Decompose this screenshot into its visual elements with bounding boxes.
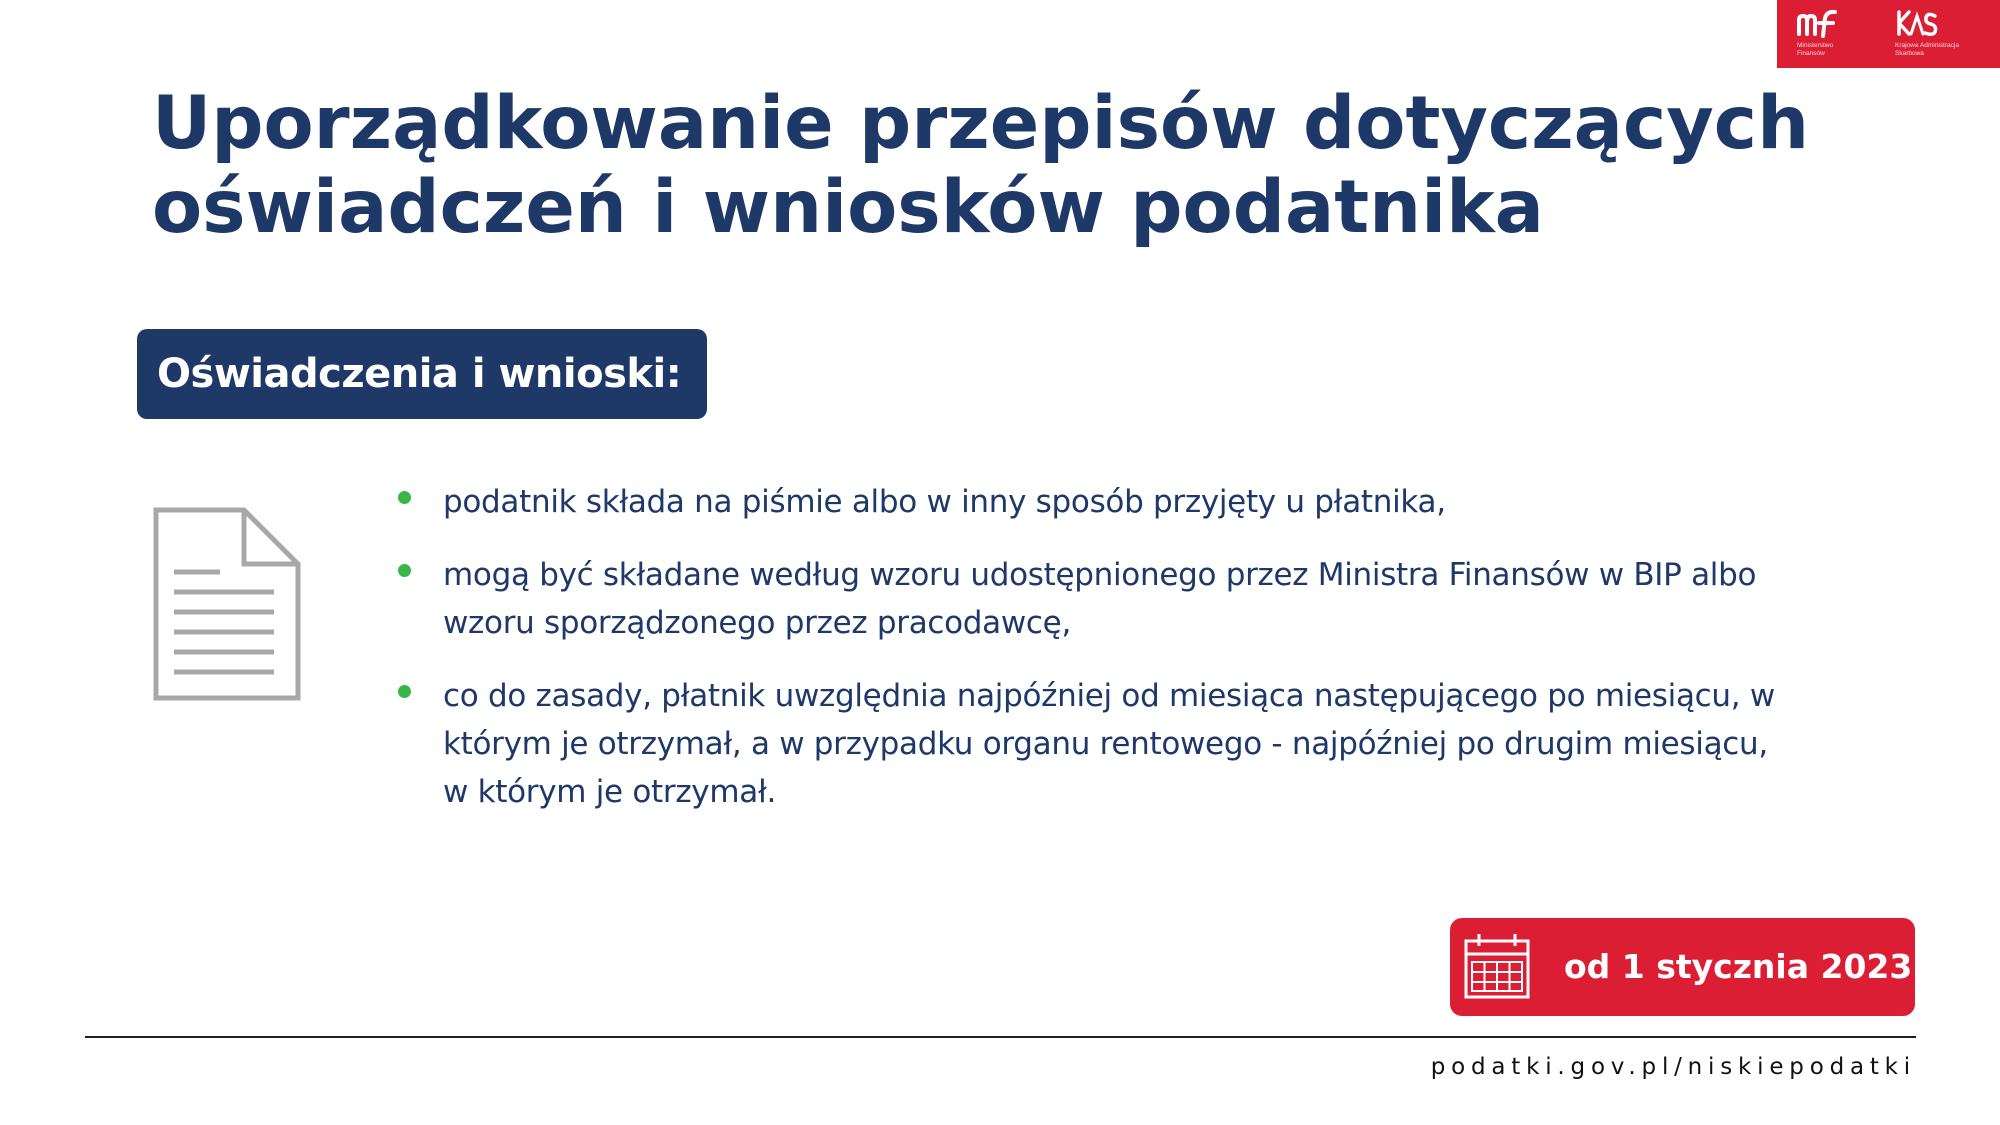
mf-subtitle-line1: Ministerstwo	[1797, 42, 1834, 49]
footer-divider	[85, 1036, 1916, 1038]
section-heading-badge	[137, 329, 707, 419]
page-title	[152, 82, 1809, 250]
ministry-of-finance-logo	[1797, 8, 1877, 60]
kas-subtitle-line2: Skarbowa	[1895, 50, 1924, 57]
mf-logo-mark	[1797, 8, 1841, 40]
kas-logo	[1895, 8, 1995, 60]
effective-date-badge	[1450, 918, 1948, 1016]
calendar-icon	[1462, 932, 1532, 1002]
effective-date-text: od 1 stycznia 2023 r.	[1564, 947, 1948, 986]
list-item-text: co do zasady, płatnik uwzględnia najpóźniej od miesiąca następującego po miesiącu, w którym je otrzymał, a w przypadku organu rentowego - najpóźniej po drugim miesiącu, w którym je otrzymał.	[443, 678, 1775, 810]
kas-logo-subtitle	[1895, 42, 1959, 58]
list-item-text: podatnik składa na piśmie albo w inny sposób przyjęty u płatnika,	[443, 484, 1446, 520]
kas-logo-mark	[1895, 8, 1939, 40]
list-item-text: mogą być składane według wzoru udostępnionego przez Ministra Finansów w BIP albo wzoru sporządzonego przez pracodawcę,	[443, 557, 1757, 641]
list-item	[398, 672, 1778, 816]
mf-logo-subtitle	[1797, 42, 1833, 58]
bullet-dot-icon	[398, 564, 411, 577]
section-heading-label: Oświadczenia i wnioski:	[157, 351, 682, 397]
page-title-line1: Uporządkowanie przepisów dotyczących	[152, 81, 1810, 166]
mf-subtitle-line2: Finansów	[1797, 50, 1825, 57]
page-title-line2: oświadczeń i wniosków podatnika	[152, 165, 1544, 250]
list-item	[398, 551, 1778, 647]
bullet-dot-icon	[398, 491, 411, 504]
kas-subtitle-line1: Krajowa Administracja	[1895, 42, 1959, 49]
bullet-list	[398, 478, 1778, 841]
bullet-dot-icon	[398, 685, 411, 698]
list-item	[398, 478, 1778, 526]
document-icon	[152, 506, 302, 702]
footer-url: podatki.gov.pl/niskiepodatki	[1430, 1054, 1916, 1080]
header-logos	[1777, 0, 2000, 68]
